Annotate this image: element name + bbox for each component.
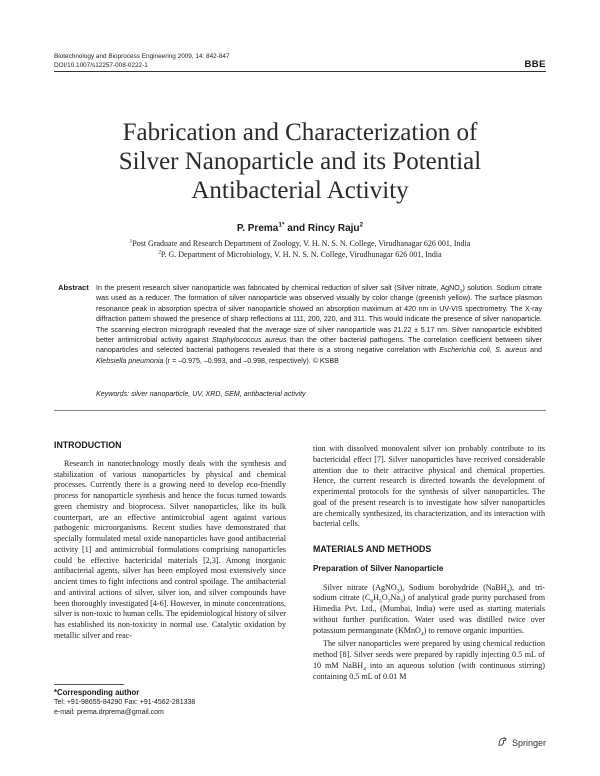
introduction-continuation: tion with dissolved monovalent silver ion probably contribute to its bactericidal effect [7]. Silver nanoparticles have received considerable attention due to their attractive physical and chemical properties. Hence, the current research is directed towards the development of experimental protocols for the synthesis of silver nanoparticles. The goal of the present research is to investigate how silver nanoparticles are chemically synthesized, its characterization, and its interaction with bacterial cells. bbox=[313, 444, 545, 529]
doi: DOI/10.1007/s12257-008-0222-1 bbox=[54, 62, 148, 69]
paper-title bbox=[54, 118, 546, 205]
springer-horse-icon bbox=[497, 736, 508, 749]
keywords-rule bbox=[54, 410, 546, 411]
materials-part: ), and tri-sodium citrate (C bbox=[313, 582, 545, 603]
correspondence bbox=[54, 684, 286, 718]
publisher-logo bbox=[497, 736, 546, 749]
abstract-text bbox=[96, 283, 542, 366]
materials-part: Silver nitrate (AgNO bbox=[323, 582, 397, 592]
journal-header bbox=[54, 52, 230, 70]
keywords: Keywords: silver nanoparticle, UV, XRD, SEM, antibacterial activity bbox=[96, 390, 306, 398]
left-column bbox=[54, 440, 286, 642]
materials-part: H bbox=[373, 593, 379, 603]
affiliation-2-sup: 2 bbox=[158, 249, 161, 256]
authors bbox=[54, 223, 546, 234]
correspondence-email: e-mail: prema.drprema@gmail.com bbox=[54, 709, 164, 716]
introduction-text: Research in nanotechnology mostly deals with the synthesis and stabilization of various nanoparticles by physical and chemical processes. Currently there is a growing need to develop eco-friendly process for nanoparticle synthesis and hence the focus turned towards green chemistry and bioprocess. Silver nanoparticles, like its bulk counterpart, are an effective antimicrobial agent against various pathogenic microorganisms. Recent studies have demonstrated that specially formulated metal oxide nanoparticles have good antibacterial activity [1] and antimicrobial formulations comprising nanoparticles could be effective bactericidal materials [2,3]. Among inorganic antibacterial agents, silver has been employed most extensively since ancient times to fight infections and control spoilage. The antibacterial and antiviral actions of silver, silver ion, and silver compounds have been thoroughly investigated [4-6]. However, in minute concentrations, silver is non-toxic to human cells. The epidemiological history of silver has established its non-toxicity in normal use. Catalytic oxidation by metallic silver and reac- bbox=[54, 458, 286, 640]
materials-sub: 4 bbox=[420, 631, 424, 638]
methods-heading: MATERIALS AND METHODS bbox=[313, 544, 432, 554]
author-1-sup: 1* bbox=[278, 221, 285, 229]
abstract-part: and bbox=[526, 346, 543, 355]
abstract-part: (r = –0.975, –0.993, and –0.998, respectively). © KSBB bbox=[163, 356, 339, 365]
materials-sub: 4 bbox=[506, 588, 510, 595]
authors-and: and bbox=[287, 223, 306, 234]
author-2-sup: 2 bbox=[359, 221, 364, 229]
correspondence-heading: *Corresponding author bbox=[54, 688, 140, 697]
preparation-part: into an aqueous solution (with continuous stirring) containing 0.5 mL of 0.01 M bbox=[313, 660, 545, 681]
abstract-italic: Escherichia coli, S. aureus bbox=[439, 346, 527, 355]
abstract-italic: Klebsiella pneumonia bbox=[96, 356, 164, 365]
materials-sub: 3 bbox=[396, 588, 400, 595]
materials-part: ), Sodium borohydride (NaBH bbox=[399, 582, 507, 592]
affiliation-1-text: Post Graduate and Research Department of Zoology, V. H. N. S. N. College, Virudhanagar 626 001, India bbox=[132, 239, 471, 248]
abstract-part: ) solution. Sodium citrate was used as a reducer. The formation of silver nanoparticle was observed visually by color change (greenish yellow). The surface plasmon resonance peak in absorption spectra of silver nanoparticle showed an absorption maximum at 420 nm in UV-VIS spectrometry. The X-ray diffraction pattern showed the presence of sharp reflections at 111, 200, 220, and 311. This would indicate the presence of silver nanoparticle. The scanning electron micrograph revealed that the average size of silver nanoparticle was 21.22 ± 5.17 nm. Silver nanoparticle exhibited better antimicrobial activity against bbox=[96, 284, 542, 345]
affiliation-2-text: P. G. Department of Microbiology, V. H. N. S. N. College, Virudhunagar 626 001, India bbox=[160, 250, 442, 259]
preparation-heading: Preparation of Silver Nanoparticle bbox=[313, 563, 444, 573]
abstract-italic: Staphylococcus aureus bbox=[211, 336, 287, 345]
materials-part: O bbox=[381, 593, 388, 603]
materials-sub: 5 bbox=[379, 598, 382, 605]
journal-abbreviation: BBE bbox=[524, 59, 546, 70]
header-rule bbox=[54, 71, 546, 72]
abstract-label: Abstract bbox=[58, 283, 89, 292]
title-line-1: Fabrication and Characterization of bbox=[122, 119, 478, 146]
materials-part: ) of analytical grade purity purchased from Himedia Pvt. Ltd., (Mumbai, India) were used as starting materials without further purification. Water used was distilled twice over potassium permanganate (KMnO bbox=[313, 593, 545, 635]
materials-sub: 3 bbox=[399, 598, 403, 605]
materials-sub: 6 bbox=[370, 598, 374, 605]
affiliation-1 bbox=[54, 238, 546, 249]
affiliation-2 bbox=[54, 249, 546, 260]
abstract-sub: 3 bbox=[459, 289, 463, 295]
author-2: Rincy Raju bbox=[307, 223, 360, 234]
preparation-sub: 4 bbox=[363, 666, 366, 673]
journal-citation: Biotechnology and Bioprocess Engineering 2009, 14: 842-847 bbox=[54, 53, 230, 60]
affiliations bbox=[54, 238, 546, 260]
author-1: P. Prema bbox=[236, 223, 279, 234]
title-line-3: Antibacterial Activity bbox=[191, 177, 409, 204]
materials-part: ) to remove organic impurities. bbox=[423, 625, 525, 635]
introduction-heading: INTRODUCTION bbox=[54, 440, 122, 450]
preparation-part: The silver nanoparticles were prepared by using chemical reduction method [8]. Silver seeds were prepared by rapidly injecting 0.5 mL of 10 mM NaBH bbox=[313, 639, 545, 670]
abstract-part: than the other bacterial pathogens. The correlation coefficient between silver nanoparticles and selected bacterial pathogens revealed that there is a strong negative correlation with bbox=[96, 336, 542, 355]
abstract-part: In the present research silver nanoparticle was fabricated by chemical reduction of silver salt (Silver nitrate, AgNO bbox=[96, 284, 460, 292]
right-column bbox=[313, 444, 545, 682]
correspondence-rule bbox=[54, 684, 124, 685]
correspondence-phone: Tel: +91-98655-84290 Fax: +91-4562-281338 bbox=[54, 699, 196, 706]
affiliation-1-sup: 1 bbox=[129, 238, 133, 245]
materials-paragraph bbox=[313, 583, 545, 637]
materials-sub: 7 bbox=[387, 598, 391, 605]
materials-part: Na bbox=[390, 593, 400, 603]
title-line-2: Silver Nanoparticle and its Potential bbox=[118, 148, 482, 175]
preparation-paragraph bbox=[313, 639, 545, 682]
publisher-name: Springer bbox=[511, 737, 546, 748]
